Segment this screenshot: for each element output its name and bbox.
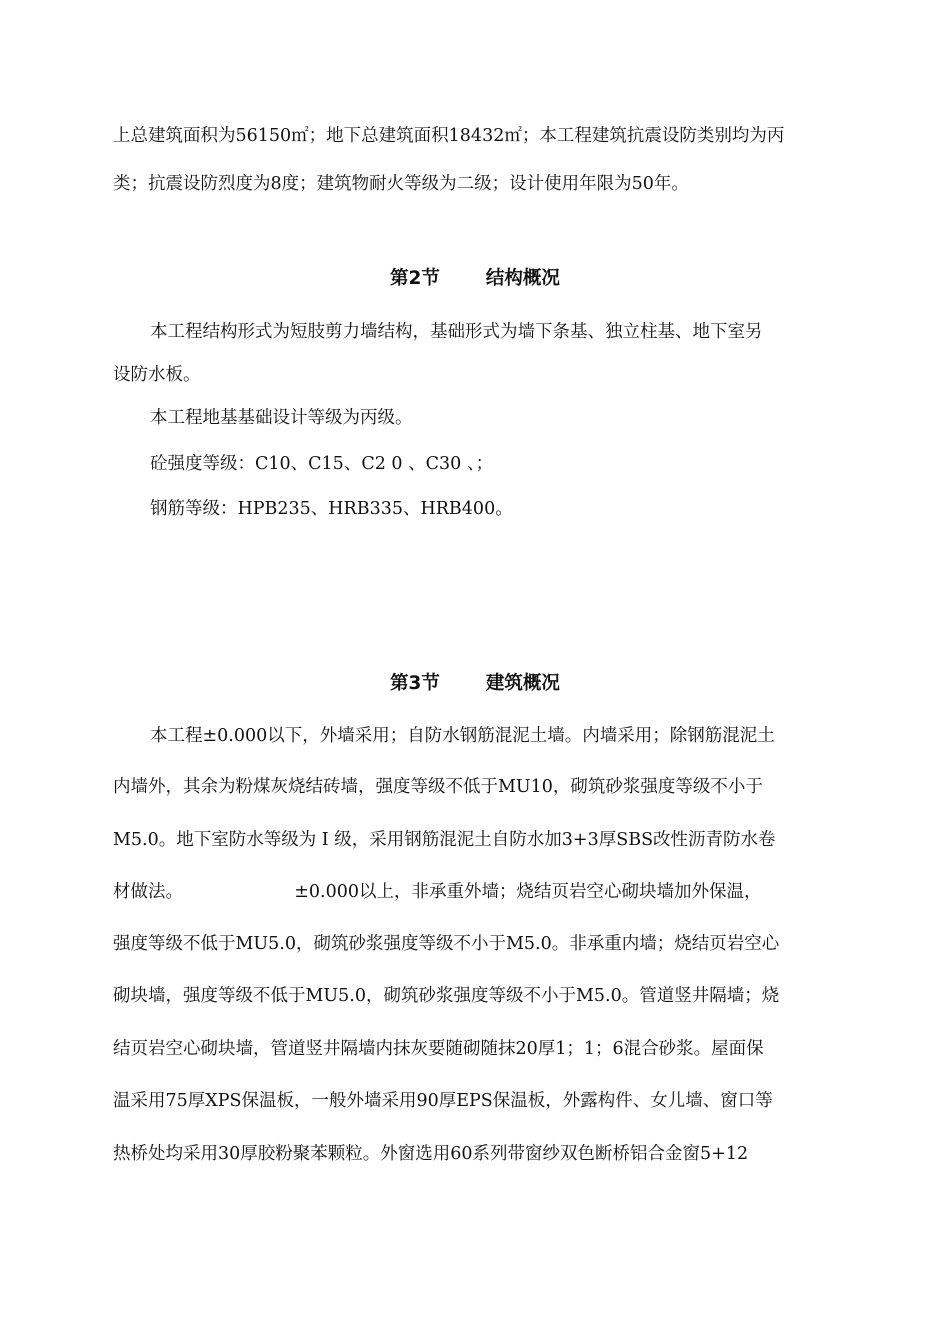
paragraph-line: 钢筋等级：HPB235、HRB335、HRB400。 [150, 499, 513, 519]
paragraph-line: 强度等级不低于MU5.0，砌筑砂浆强度等级不小于M5.0。非承重内墙；烧结页岩空心 [113, 934, 780, 954]
section-heading [0, 671, 950, 697]
paragraph-line: 砼强度等级：C10、C15、C2 0 、C30 、； [150, 454, 494, 474]
section-title: 结构概况 [485, 268, 560, 289]
paragraph-line: 结页岩空心砌块墙，管道竖井隔墙内抹灰要随砌随抹20厚1；1；6混合砂浆。屋面保 [113, 1039, 764, 1059]
section-title: 建筑概况 [485, 673, 560, 694]
section-number: 第2节 [390, 268, 440, 289]
paragraph-line: 类；抗震设防烈度为8度；建筑物耐火等级为二级；设计使用年限为50年。 [113, 174, 689, 194]
paragraph-line: M5.0。地下室防水等级为 Ⅰ 级，采用钢筋混泥土自防水加3+3厚SBS改性沥青防水卷 [113, 830, 776, 850]
paragraph-line: 设防水板。 [113, 365, 201, 385]
paragraph-line: 本工程地基基础设计等级为丙级。 [150, 408, 413, 428]
paragraph-line: 材做法。 ±0.000以上，非承重外墙；烧结页岩空心砌块墙加外保温， [113, 882, 762, 902]
paragraph-line: 砌块墙，强度等级不低于MU5.0，砌筑砂浆强度等级不小于M5.0。管道竖井隔墙；烧 [113, 986, 780, 1006]
paragraph-line: 温采用75厚XPS保温板，一般外墙采用90厚EPS保温板，外露构件、女儿墙、窗口等 [113, 1091, 773, 1111]
section-heading [0, 266, 950, 292]
paragraph-line: 上总建筑面积为56150㎡；地下总建筑面积18432㎡；本工程建筑抗震设防类别均为丙 [113, 126, 785, 146]
section-number: 第3节 [390, 673, 440, 694]
paragraph-line: 热桥处均采用30厚胶粉聚苯颗粒。外窗选用60系列带窗纱双色断桥铝合金窗5+12 [113, 1144, 749, 1164]
paragraph-line: 本工程结构形式为短肢剪力墙结构，基础形式为墙下条基、独立柱基、地下室另 [150, 322, 763, 342]
paragraph-line: 内墙外，其余为粉煤灰烧结砖墙，强度等级不低于MU10，砌筑砂浆强度等级不小于 [113, 777, 763, 797]
paragraph-line: 本工程±0.000以下，外墙采用；自防水钢筋混泥土墙。内墙采用；除钢筋混泥土 [150, 726, 775, 746]
